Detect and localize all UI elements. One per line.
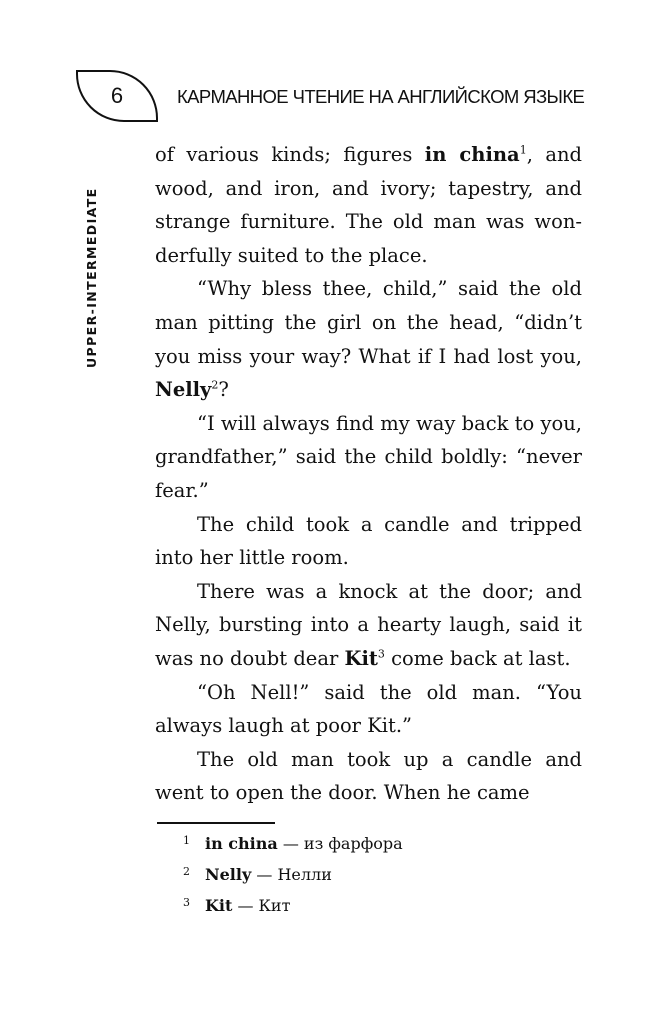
footnote-term: in china [205, 834, 278, 853]
glossed-term-nelly: Nelly [155, 378, 212, 402]
footnote-term: Kit [205, 896, 233, 915]
paragraph-7: The old man took up a candle and went to open the door. When he came [155, 747, 582, 805]
footnote-translation: Кит [258, 896, 291, 915]
footnote-translation: из фарфора [303, 834, 403, 853]
glossed-term-in-china: in china [424, 143, 520, 166]
text-run: come back at last. [384, 646, 571, 670]
text-run: , and wood, and iron, and ivory; tapestry, and strange furniture. The old man was won-derfully suited to the place. [155, 143, 582, 267]
footnote-dash: — [232, 896, 259, 915]
paragraph-2 [155, 272, 582, 406]
footnote-1: 1 in china — из фарфора [183, 833, 403, 853]
footnote-term: Nelly [205, 865, 252, 884]
text-run: There was a knock at the door; and Nelly, bursting into a hearty laugh, said it was no doubt dear [155, 579, 582, 670]
text-run: of various kinds; figures [155, 143, 425, 166]
footnote-dash: — [277, 834, 304, 853]
page-number-badge [76, 70, 158, 122]
paragraph-1 [155, 138, 582, 272]
glossed-term-kit: Kit [344, 646, 378, 670]
page-number: 6 [110, 83, 124, 108]
footnote-3: 3 Kit — Кит [183, 895, 291, 915]
footnote-dash: — [251, 865, 278, 884]
body-text [155, 138, 582, 810]
running-title: КАРМАННОЕ ЧТЕНИЕ НА АНГЛИЙСКОМ ЯЗЫКЕ [177, 86, 585, 107]
text-run: “Why bless thee, child,” said the old man pitting the girl on the head, “didn’t you miss your way? What if I had lost you, [155, 277, 582, 368]
paragraph-4: The child took a candle and tripped into her little room. [155, 512, 582, 570]
footnote-ref-1: 1 [519, 143, 527, 157]
paragraph-3: “I will always find my way back to you, grandfather,” said the child boldly: “never fear.” [155, 411, 582, 502]
footnote-divider [157, 822, 275, 824]
footnote-translation: Нелли [277, 865, 332, 884]
paragraph-6: “Oh Nell!” said the old man. “You always laugh at poor Kit.” [155, 680, 582, 738]
footnote-2: 2 Nelly — Нелли [183, 864, 332, 884]
paragraph-5 [155, 575, 582, 676]
footnotes [183, 828, 583, 921]
level-label: UPPER-INTERMEDIATE [84, 187, 99, 368]
text-run: ? [218, 378, 229, 402]
footnote-ref-2: 2 [211, 378, 219, 392]
footnote-ref-3: 3 [377, 647, 385, 661]
